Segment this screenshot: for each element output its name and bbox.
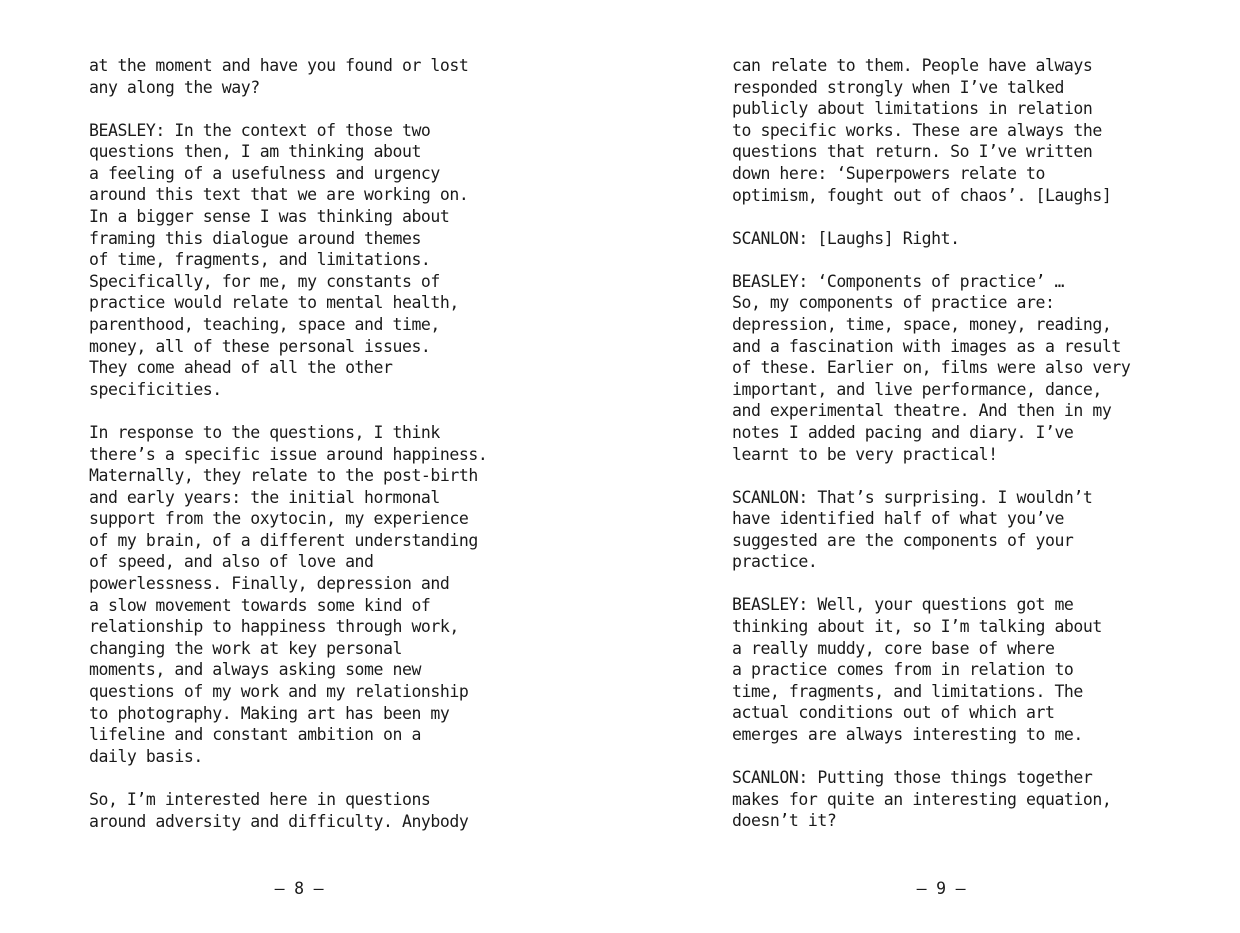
text-line: SCANLON: That’s surprising. I wouldn’t (732, 487, 1093, 507)
text-line: have identified half of what you’ve (732, 509, 1064, 529)
text-line: of my brain, of a different understanding (89, 530, 478, 550)
text-line: daily basis. (89, 746, 203, 766)
right-page (620, 0, 1240, 933)
text-line: and early years: the initial hormonal (89, 487, 440, 507)
text-line: They come ahead of all the other (89, 358, 393, 378)
text-line: optimism, fought out of chaos’. [Laughs] (732, 185, 1112, 205)
text-line: a slow movement towards some kind of (89, 595, 431, 615)
paragraph (732, 487, 1130, 573)
text-line: parenthood, teaching, space and time, (89, 315, 440, 335)
text-line: doesn’t it? (732, 811, 837, 831)
paragraph (89, 789, 487, 832)
text-line: questions of my work and my relationship (89, 682, 469, 702)
text-line: a practice comes from in relation to (732, 660, 1074, 680)
text-line: can relate to them. People have always (732, 56, 1093, 75)
text-line: and a fascination with images as a result (732, 336, 1121, 356)
text-line: Specifically, for me, my constants of (89, 271, 440, 291)
text-line: SCANLON: Putting those things together (732, 768, 1093, 788)
text-line: responded strongly when I’ve talked (732, 77, 1064, 97)
text-line: learnt to be very practical! (732, 444, 998, 464)
text-line: framing this dialogue around themes (89, 228, 421, 248)
left-page-text (89, 55, 487, 854)
text-line: SCANLON: [Laughs] Right. (732, 228, 960, 248)
paragraph (732, 594, 1130, 745)
text-line: and experimental theatre. And then in my (732, 401, 1112, 421)
text-line: thinking about it, so I’m talking about (732, 617, 1102, 637)
text-line: In a bigger sense I was thinking about (89, 207, 450, 227)
page-number: — 8 — (274, 879, 324, 898)
text-line: In response to the questions, I think (89, 422, 440, 442)
text-line: questions then, I am thinking about (89, 142, 421, 162)
text-line: support from the oxytocin, my experience (89, 509, 469, 529)
text-line: So, I’m interested here in questions (89, 789, 431, 809)
text-line: around this text that we are working on. (89, 185, 469, 205)
text-line: a feeling of a usefulness and urgency (89, 163, 440, 183)
paragraph (89, 120, 487, 401)
text-line: to specific works. These are always the (732, 120, 1102, 140)
text-line: notes I added pacing and diary. I’ve (732, 422, 1074, 442)
text-line: around adversity and difficulty. Anybody (89, 811, 469, 831)
paragraph (732, 55, 1130, 206)
text-line: BEASLEY: In the context of those two (89, 120, 431, 140)
text-line: depression, time, space, money, reading, (732, 314, 1112, 334)
text-line: important, and live performance, dance, (732, 379, 1102, 399)
text-line: down here: ‘Superpowers relate to (732, 163, 1045, 183)
text-line: practice would relate to mental health, (89, 293, 459, 313)
text-line: moments, and always asking some new (89, 660, 421, 680)
text-line: makes for quite an interesting equation, (732, 789, 1112, 809)
paragraph (89, 422, 487, 768)
text-line: BEASLEY: ‘Components of practice’ … (732, 271, 1064, 291)
text-line: publicly about limitations in relation (732, 99, 1093, 119)
text-line: any along the way? (89, 77, 260, 97)
text-line: So, my components of practice are: (732, 293, 1055, 313)
paragraph (732, 271, 1130, 465)
text-line: emerges are always interesting to me. (732, 725, 1083, 745)
text-line: of speed, and also of love and (89, 552, 374, 572)
paragraph (732, 228, 1130, 250)
paragraph (89, 55, 487, 98)
text-line: actual conditions out of which art (732, 703, 1055, 723)
text-line: specificities. (89, 379, 222, 399)
right-page-text (732, 55, 1130, 853)
text-line: suggested are the components of your (732, 530, 1074, 550)
text-line: relationship to happiness through work, (89, 617, 459, 637)
text-line: practice. (732, 552, 818, 572)
text-line: Maternally, they relate to the post-birth (89, 466, 478, 486)
text-line: at the moment and have you found or lost (89, 56, 469, 75)
text-line: of time, fragments, and limitations. (89, 250, 431, 270)
text-line: a really muddy, core base of where (732, 638, 1055, 658)
text-line: time, fragments, and limitations. The (732, 681, 1083, 701)
text-line: lifeline and constant ambition on a (89, 725, 421, 745)
text-line: of these. Earlier on, films were also very (732, 358, 1131, 378)
paragraph (732, 767, 1130, 832)
text-line: there’s a specific issue around happiness. (89, 444, 488, 464)
text-line: BEASLEY: Well, your questions got me (732, 595, 1074, 615)
text-line: changing the work at key personal (89, 638, 402, 658)
text-line: powerlessness. Finally, depression and (89, 574, 450, 594)
text-line: to photography. Making art has been my (89, 703, 450, 723)
page-number: — 9 — (916, 879, 966, 898)
text-line: money, all of these personal issues. (89, 336, 431, 356)
text-line: questions that return. So I’ve written (732, 142, 1093, 162)
